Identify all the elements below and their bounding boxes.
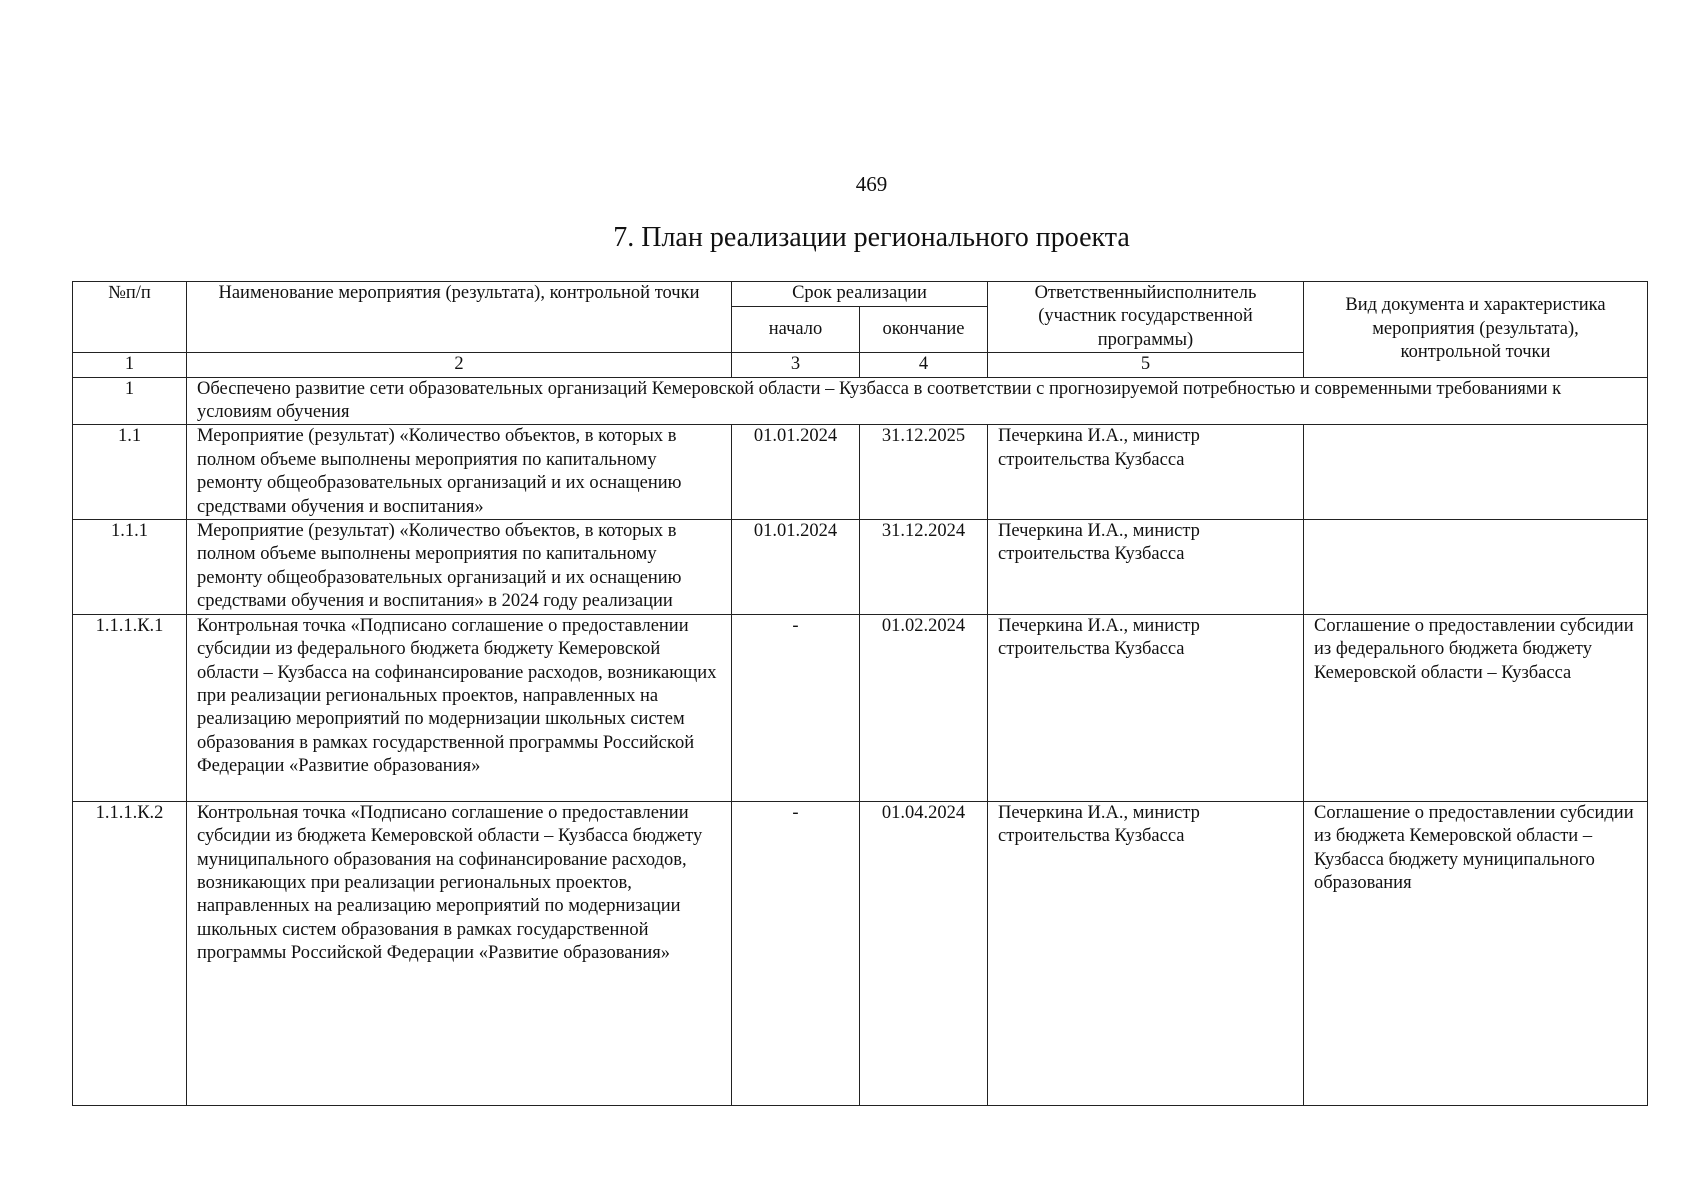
- row-doc: [1304, 520, 1648, 615]
- header-executor: Ответственныйисполнитель (участник государственной программы): [988, 282, 1304, 353]
- table-row: [73, 614, 1648, 801]
- row-end: 31.12.2025: [860, 425, 988, 520]
- table-row: [73, 425, 1648, 520]
- header-period: Срок реализации: [732, 282, 988, 307]
- section-row: [73, 377, 1648, 425]
- row-start: -: [732, 801, 860, 1105]
- header-start: начало: [732, 307, 860, 353]
- column-number: 2: [187, 353, 732, 377]
- row-doc: Соглашение о предоставлении субсидии из федерального бюджета бюджету Кемеровской области – Кузбасса: [1304, 614, 1648, 801]
- header-row: [73, 282, 1648, 307]
- header-end: окончание: [860, 307, 988, 353]
- column-number: 3: [732, 353, 860, 377]
- row-executor: Печеркина И.А., министр строительства Кузбасса: [988, 614, 1304, 801]
- row-name: Контрольная точка «Подписано соглашение о предоставлении субсидии из бюджета Кемеровской области – Кузбасса бюджету муниципального образования на софинансирование расходов, возникающих при реализации региональных проектов, направленных на реализацию мероприятий по модернизации школьных систем образования в рамках государственной программы Российской Федерации «Развитие образования»: [187, 801, 732, 1105]
- column-number: 5: [988, 353, 1304, 377]
- row-executor: Печеркина И.А., министр строительства Кузбасса: [988, 425, 1304, 520]
- column-number: 4: [860, 353, 988, 377]
- row-num: 1.1: [73, 425, 187, 520]
- row-num: 1.1.1.К.2: [73, 801, 187, 1105]
- header-name: Наименование мероприятия (результата), контрольной точки: [187, 282, 732, 353]
- page-number: 469: [855, 172, 888, 196]
- header-doc: Вид документа и характеристика мероприятия (результата), контрольной точки: [1304, 282, 1648, 378]
- column-number: 1: [73, 353, 187, 377]
- row-name: Контрольная точка «Подписано соглашение о предоставлении субсидии из федерального бюджета бюджету Кемеровской области – Кузбасса на софинансирование расходов, возникающих при реализации региональных проектов, направленных на реализацию мероприятий по модернизации школьных систем образования в рамках государственной программы Российской Федерации «Развитие образования»: [187, 614, 732, 801]
- section-text: Обеспечено развитие сети образовательных организаций Кемеровской области – Кузбасса в соответствии с прогнозируемой потребностью и современными требованиями к условиям обучения: [187, 377, 1648, 425]
- row-name: Мероприятие (результат) «Количество объектов, в которых в полном объеме выполнены мероприятия по капитальному ремонту общеобразовательных организаций и их оснащению средствами обучения и воспитания»: [187, 425, 732, 520]
- table-row: [73, 520, 1648, 615]
- section-num: 1: [73, 377, 187, 425]
- row-executor: Печеркина И.А., министр строительства Кузбасса: [988, 520, 1304, 615]
- row-executor: Печеркина И.А., министр строительства Кузбасса: [988, 801, 1304, 1105]
- section-title: 7. План реализации регионального проекта: [613, 222, 1130, 253]
- row-num: 1.1.1.К.1: [73, 614, 187, 801]
- plan-table: [72, 281, 1648, 1106]
- row-end: 01.04.2024: [860, 801, 988, 1105]
- header-num: №п/п: [73, 282, 187, 353]
- row-start: -: [732, 614, 860, 801]
- row-end: 01.02.2024: [860, 614, 988, 801]
- row-doc: [1304, 425, 1648, 520]
- row-end: 31.12.2024: [860, 520, 988, 615]
- table-row: [73, 801, 1648, 1105]
- row-doc: Соглашение о предоставлении субсидии из бюджета Кемеровской области – Кузбасса бюджету муниципального образования: [1304, 801, 1648, 1105]
- row-num: 1.1.1: [73, 520, 187, 615]
- row-start: 01.01.2024: [732, 425, 860, 520]
- row-name: Мероприятие (результат) «Количество объектов, в которых в полном объеме выполнены мероприятия по капитальному ремонту общеобразовательных организаций и их оснащению средствами обучения и воспитания» в 2024 году реализации: [187, 520, 732, 615]
- row-start: 01.01.2024: [732, 520, 860, 615]
